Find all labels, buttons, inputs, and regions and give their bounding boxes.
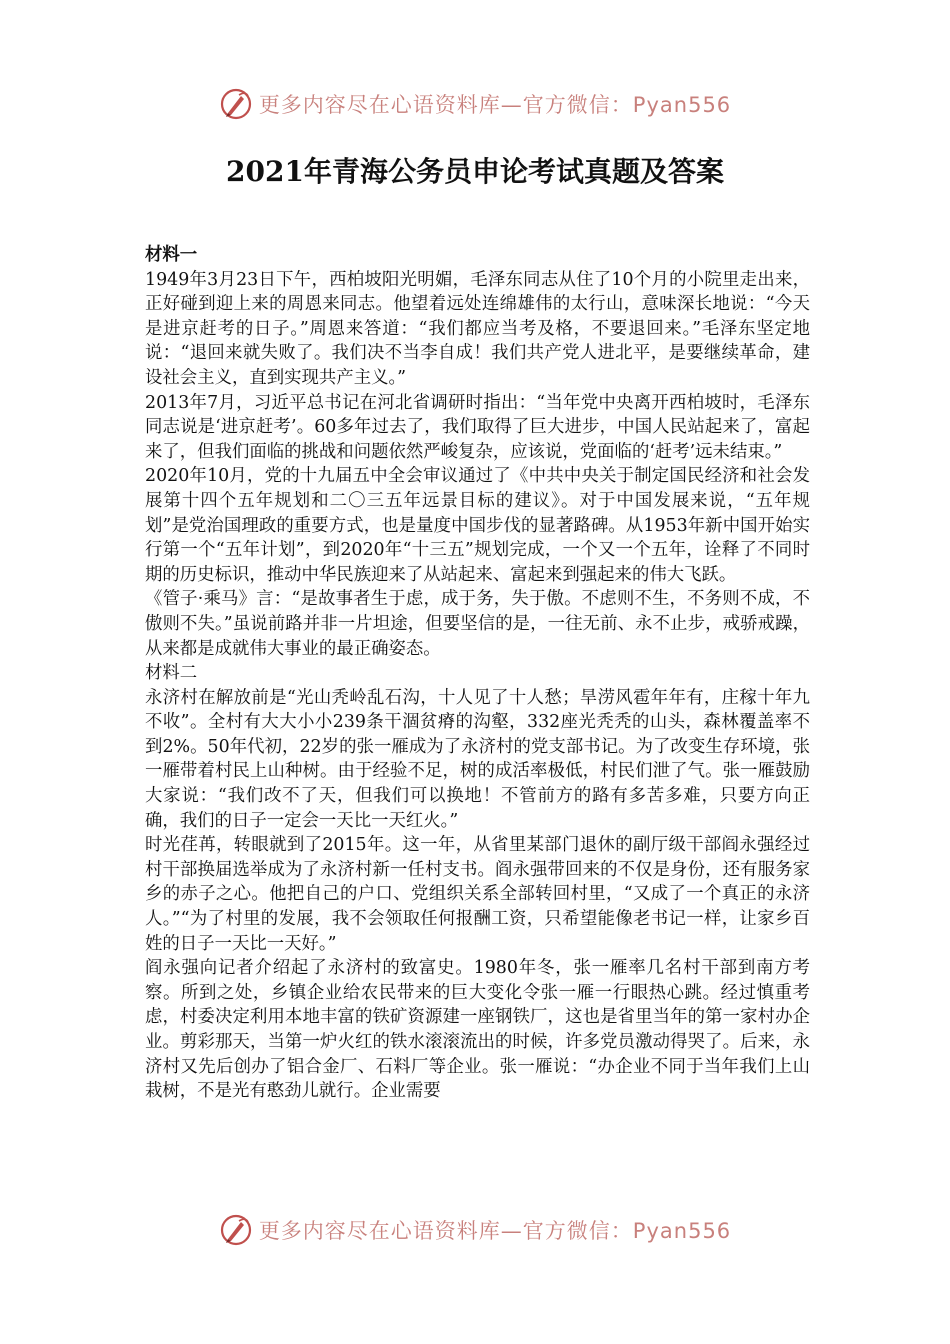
pen-logo-icon [219, 87, 253, 121]
watermark-header [0, 84, 950, 124]
document-body [145, 243, 810, 1104]
paragraph: 1949年3月23日下午，西柏坡阳光明媚，毛泽东同志从住了10个月的小院里走出来，正好碰到迎上来的周恩来同志。他望着远处连绵雄伟的太行山，意味深长地说：“今天是进京赶考的日子。”周恩来答道：“我们都应当考及格，不要退回来。”毛泽东坚定地说：“退回来就失败了。我们决不当李自成！我们共产党人进北平，是要继续革命，建设社会主义，直到实现共产主义。” [145, 269, 810, 388]
pen-logo-icon [219, 1213, 253, 1247]
paragraph: 2020年10月，党的十九届五中全会审议通过了《中共中央关于制定国民经济和社会发展第十四个五年规划和二〇三五年远景目标的建议》。对于中国发展来说，“五年规划”是党治国理政的重要方式，也是量度中国步伐的显著路碑。从1953年新中国开始实行第一个“五年计划”，到2020年“十三五”规划完成，一个又一个五年，诠释了不同时期的历史标识，推动中华民族迎来了从站起来、富起来到强起来的伟大飞跃。 [145, 466, 810, 585]
paragraph: 永济村在解放前是“光山秃岭乱石沟，十人见了十人愁；旱涝风雹年年有，庄稼十年九不收”。全村有大大小小239条干涸贫瘠的沟壑，332座光秃秃的山头，森林覆盖率不到2%。50年代初，22岁的张一雁成为了永济村的党支部书记。为了改变生存环境，张一雁带着村民上山种树。由于经验不足，树的成活率极低，村民们泄了气。张一雁鼓励大家说：“我们改不了天，但我们可以换地！不管前方的路有多苦多难，只要方向正确，我们的日子一定会一天比一天红火。” [145, 687, 810, 831]
watermark-footer [0, 1210, 950, 1250]
watermark-text: 更多内容尽在心语资料库—官方微信：Pyan556 [258, 1219, 732, 1243]
watermark-text: 更多内容尽在心语资料库—官方微信：Pyan556 [258, 93, 732, 117]
paragraph: 《管子·乘马》言：“是故事者生于虑，成于务，失于傲。不虑则不生，不务则不成，不傲则不失。”虽说前路并非一片坦途，但要坚信的是，一往无前、永不止步，戒骄戒躁，从来都是成就伟大事业的最正确姿态。 [145, 589, 810, 659]
material-1-heading: 材料一 [145, 245, 198, 265]
page-title: 2021年青海公务员申论考试真题及答案 [226, 155, 724, 188]
material-2-heading: 材料二 [145, 663, 198, 684]
paragraph: 2013年7月，习近平总书记在河北省调研时指出：“当年党中央离开西柏坡时，毛泽东同志说是‘进京赶考’。60多年过去了，我们取得了巨大进步，中国人民站起来了，富起来了，但我们面临的挑战和问题依然严峻复杂，应该说，党面临的‘赶考’远未结束。” [145, 392, 810, 462]
paragraph: 时光荏苒，转眼就到了2015年。这一年，从省里某部门退休的副厅级干部阎永强经过村干部换届选举成为了永济村新一任村支书。阎永强带回来的不仅是身份，还有服务家乡的赤子之心。他把自己的户口、党组织关系全部转回村里，“又成了一个真正的永济人。”“为了村里的发展，我不会领取任何报酬工资，只希望能像老书记一样，让家乡百姓的日子一天比一天好。” [145, 835, 810, 954]
paragraph: 阎永强向记者介绍起了永济村的致富史。1980年冬，张一雁率几名村干部到南方考察。所到之处，乡镇企业给农民带来的巨大变化令张一雁一行眼热心跳。经过慎重考虑，村委决定利用本地丰富的铁矿资源建一座钢铁厂，这也是省里当年的第一家村办企业。剪彩那天，当第一炉火红的铁水滚滚流出的时候，许多党员激动得哭了。后来，永济村又先后创办了铝合金厂、石料厂等企业。张一雁说：“办企业不同于当年我们上山栽树，不是光有憨劲儿就行。企业需要 [145, 958, 810, 1102]
